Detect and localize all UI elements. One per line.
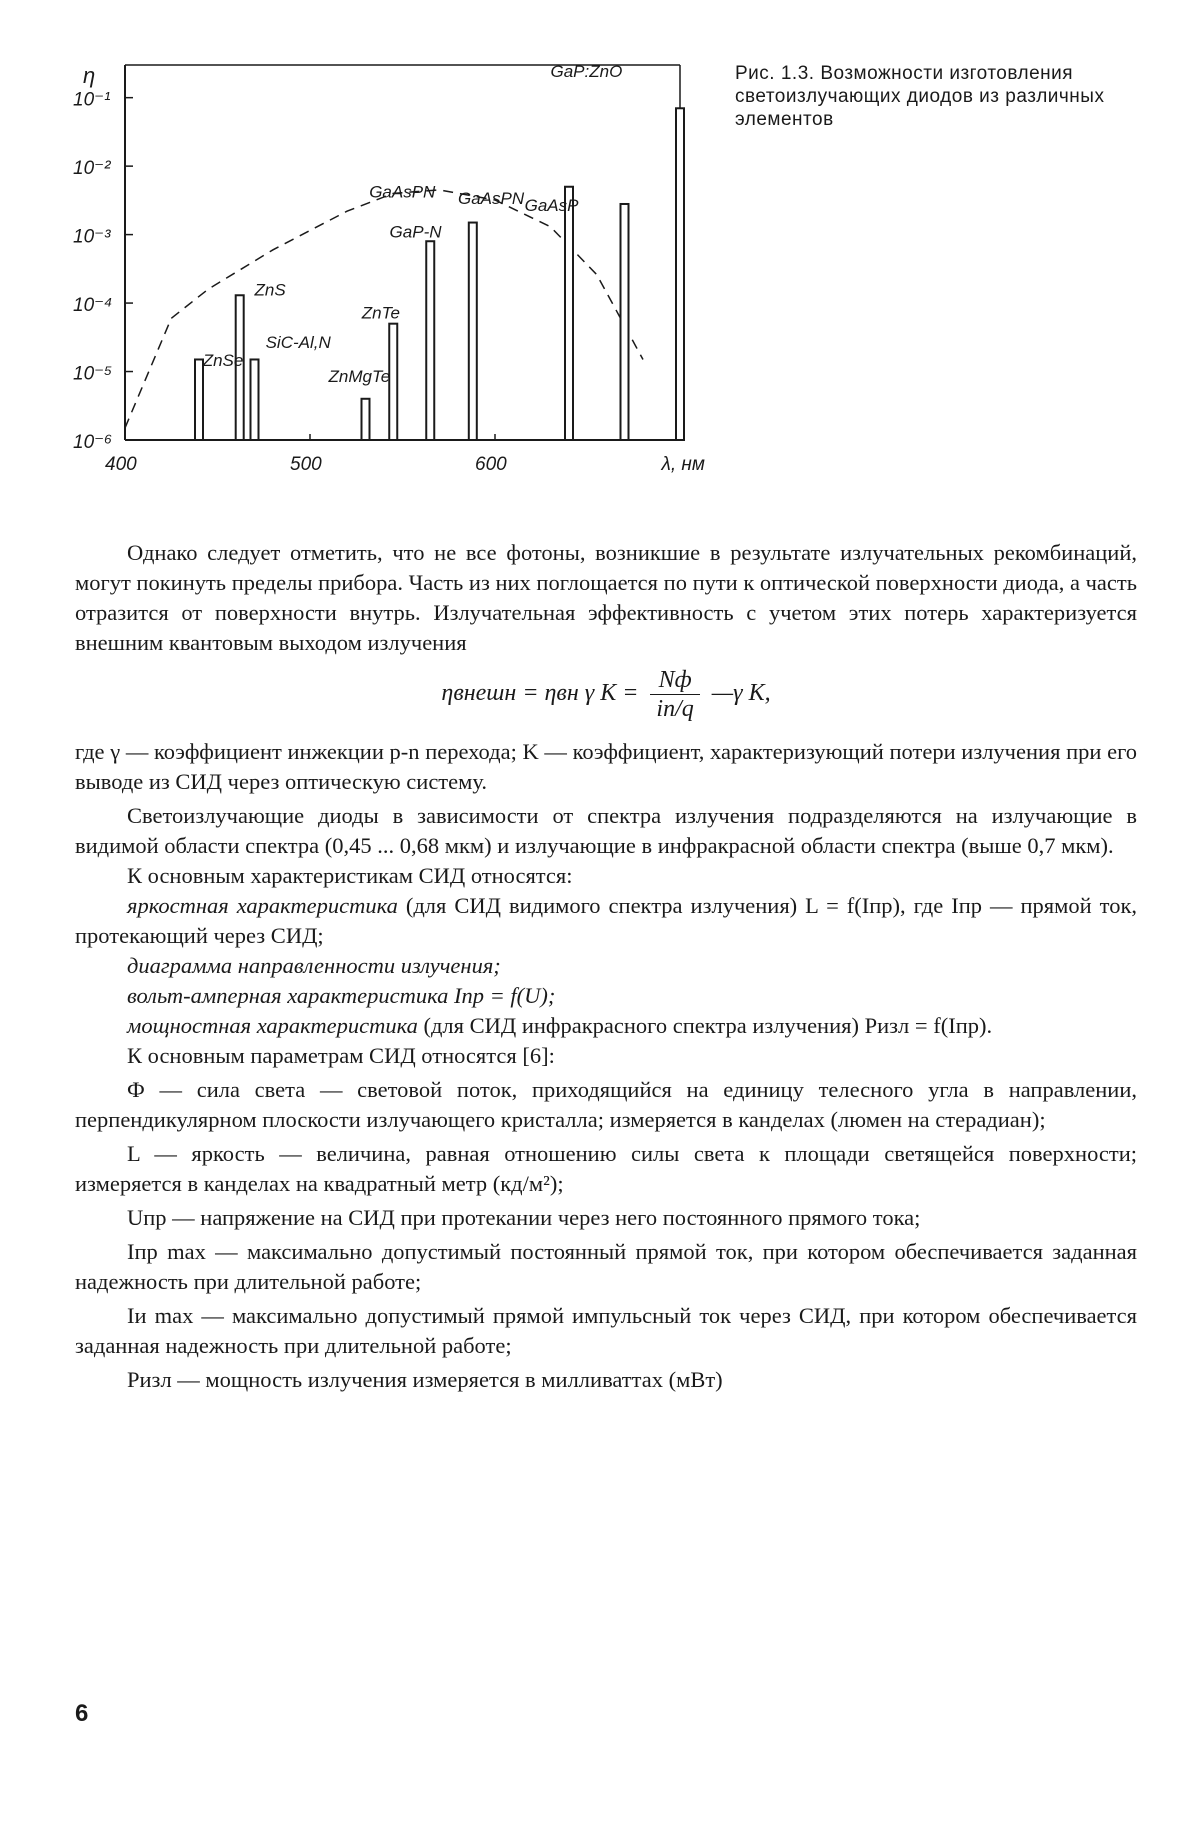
formula-fraction bbox=[650, 666, 699, 723]
paragraph-1: Однако следует отметить, что не все фотоны, возникшие в результате излучательных рекомбинаций, могут покинуть пределы прибора. Часть из них поглощается по пути к оптической поверхности диода, а часть отразится от поверхности внутрь. Излучательная эффективность с учетом этих потерь характеризуется внешним квантовым выходом излучения bbox=[75, 540, 1138, 655]
bar-znmgte bbox=[362, 399, 370, 440]
bar-label: GaP:ZnO bbox=[550, 62, 623, 82]
formula-external-quantum-yield bbox=[75, 666, 1137, 723]
paragraph-12: Uпр — напряжение на СИД при протекании через него постоянного прямого тока; bbox=[127, 1205, 921, 1230]
bar-gap-zno bbox=[676, 108, 684, 440]
y-tick-label: 10⁻² bbox=[73, 158, 111, 180]
formula-rhs: —γ K, bbox=[711, 680, 771, 707]
bar-label: ZnSe bbox=[202, 351, 244, 371]
paragraph-4: К основным характеристикам СИД относятся: bbox=[127, 863, 573, 888]
bar-label: GaP-N bbox=[389, 222, 442, 242]
paragraph-5-rest: (для СИД видимого спектра излучения) L = f(Iпр), где Iпр — прямой ток, протекающий через СИД; bbox=[75, 893, 1138, 948]
formula-numerator: Nф bbox=[650, 666, 699, 695]
bar-gaasp bbox=[621, 204, 629, 440]
formula-denominator: iп/q bbox=[656, 696, 694, 722]
bar-label: ZnTe bbox=[361, 303, 400, 323]
paragraph-8 bbox=[75, 1011, 1137, 1041]
bar-label: SiC-Al,N bbox=[265, 333, 331, 353]
bar-sic-al-n bbox=[251, 359, 259, 440]
x-tick-label: 400 bbox=[105, 454, 137, 475]
y-tick-label: 10⁻⁶ bbox=[73, 432, 113, 453]
bar-label: GaAsP bbox=[524, 196, 579, 216]
bar-label: ZnMgTe bbox=[328, 367, 391, 387]
paragraph-10: Ф — сила света — световой поток, приходящийся на единицу телесного угла в направлении, перпендикулярном плоскости излучающего кристалла; измеряется в канделах (люмен на стерадиан); bbox=[75, 1077, 1137, 1132]
figure-caption: Рис. 1.3. Возможности изготовления светоизлучающих диодов из различных элементов bbox=[735, 63, 1105, 130]
bar-znse bbox=[195, 359, 203, 440]
efficiency-chart bbox=[70, 55, 710, 505]
paragraph-11: L — яркость — величина, равная отношению силы света к площади светящейся поверхности; измеряется в канделах на квадратный метр (кд/м²); bbox=[75, 1141, 1137, 1196]
bar-znte bbox=[389, 324, 397, 440]
bar-label: GaAsPN bbox=[369, 182, 436, 202]
x-axis-label: λ, нм bbox=[661, 454, 705, 475]
bar-label: GaAsPN bbox=[458, 188, 525, 208]
body-text bbox=[75, 538, 1137, 1395]
bar-labels-layer bbox=[202, 62, 623, 386]
bar-gap-n bbox=[426, 241, 434, 440]
paragraph-13: Iпр max — максимально допустимый постоянный прямой ток, при котором обеспечивается заданная надежность при длительной работе; bbox=[75, 1239, 1137, 1294]
paragraph-8-rest: (для СИД инфракрасного спектра излучения) Pизл = f(Iпр). bbox=[423, 1013, 993, 1038]
bar-label: ZnS bbox=[254, 280, 286, 300]
paragraph-6: диаграмма направленности излучения; bbox=[127, 953, 501, 978]
chart-axes bbox=[125, 65, 680, 440]
bars-layer bbox=[195, 108, 684, 440]
x-tick-label: 500 bbox=[290, 454, 322, 475]
x-tick-label: 600 bbox=[475, 454, 507, 475]
y-tick-label: 10⁻⁵ bbox=[73, 363, 113, 385]
paragraph-7: вольт-амперная характеристика Iпр = f(U); bbox=[127, 983, 556, 1008]
y-tick-label: 10⁻³ bbox=[73, 226, 111, 248]
term-brightness: яркостная характеристика bbox=[127, 893, 398, 918]
paragraph-15: Pизл — мощность излучения измеряется в милливаттах (мВт) bbox=[127, 1367, 723, 1392]
formula-lhs: ηвнешн = ηвн γ K = bbox=[441, 680, 639, 707]
bar-gaaspn bbox=[469, 223, 477, 440]
paragraph-14: Iи max — максимально допустимый прямой импульсный ток через СИД, при котором обеспечивается заданная надежность при длительной работе; bbox=[75, 1303, 1137, 1358]
y-axis-label: η bbox=[83, 63, 96, 88]
y-tick-label: 10⁻⁴ bbox=[73, 295, 113, 317]
page-number: 6 bbox=[75, 1700, 89, 1727]
term-power: мощностная характеристика bbox=[127, 1013, 418, 1038]
paragraph-2: где γ — коэффициент инжекции p-n перехода; K — коэффициент, характеризующий потери излучения при его выводе из СИД через оптическую систему. bbox=[75, 739, 1137, 794]
paragraph-5 bbox=[75, 891, 1137, 951]
paragraph-9: К основным параметрам СИД относятся [6]: bbox=[127, 1043, 555, 1068]
bar-gaaspn bbox=[565, 187, 573, 440]
paragraph-3: Светоизлучающие диоды в зависимости от спектра излучения подразделяются на излучающие в видимой области спектра (0,45 ... 0,68 мкм) и излучающие в инфракрасной области спектра (выше 0,7 мкм). bbox=[75, 803, 1137, 858]
y-tick-label: 10⁻¹ bbox=[73, 89, 111, 111]
